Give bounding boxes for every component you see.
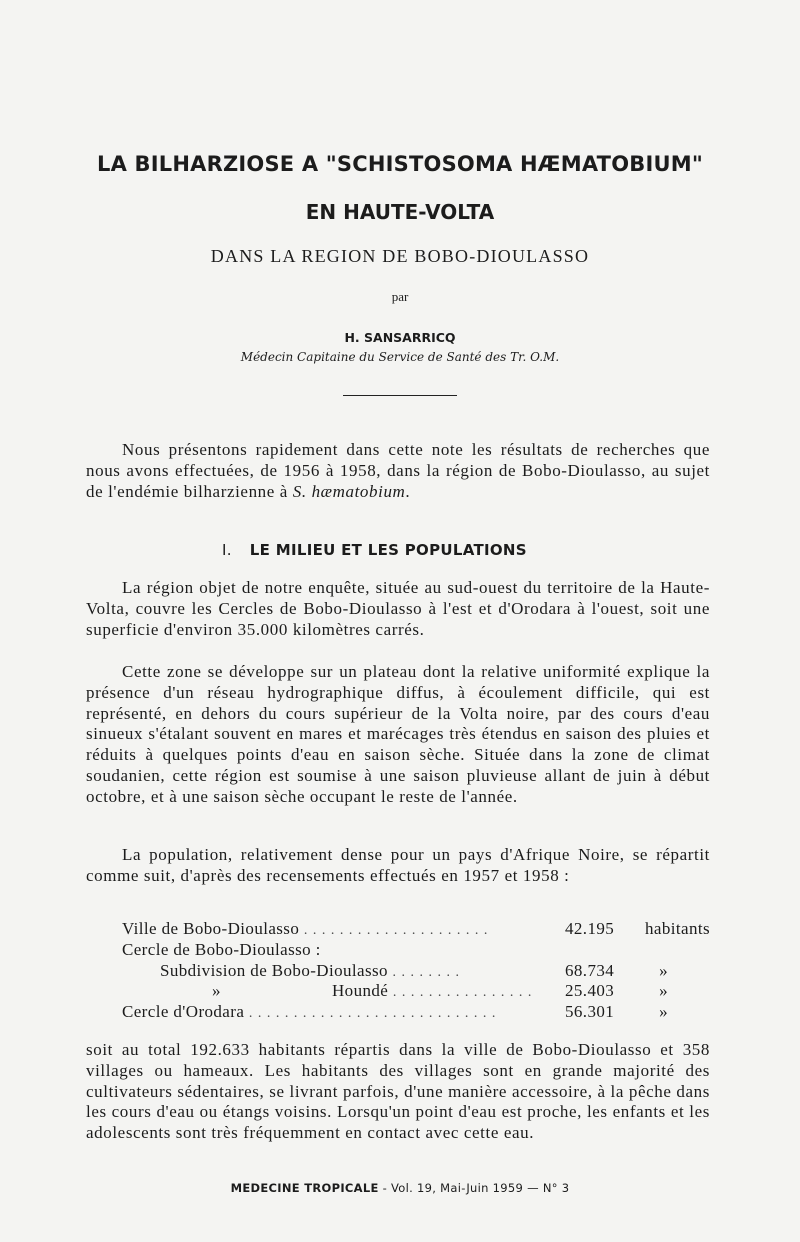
paragraph-total-text: soit au total 192.633 habitants répartis dans la ville de Bobo-Dioulasso et 358 villages ou hameaux. Les habitants des villages sont en grande majorité des cultivateurs sédentaires, se livrant parfois, d'une manière accessoire, à la pêche dans les cours d'eau ou étangs voisins. Lorsqu'un point d'eau est proche, les enfants et les adolescents sont très fréquemment en contact avec cette eau. [86, 1040, 710, 1143]
row-label: Houndé [332, 981, 389, 1001]
row-value: 25.403 [565, 981, 615, 1001]
row-unit: » [659, 1002, 668, 1022]
row-value: 42.195 [565, 919, 615, 938]
table-row [122, 1002, 710, 1023]
article-title-line-2: EN HAUTE-VOLTA [305, 200, 495, 224]
intro-text: Nous présentons rapidement dans cette note les résultats de recherches que nous avons effectuées, de 1956 à 1958, dans la région de Bobo-Dioulasso, au sujet de l'endémie bilharzienne à [86, 440, 710, 501]
row-value: 56.301 [565, 1002, 615, 1022]
row-unit: habitants [645, 919, 710, 938]
table-row [122, 919, 710, 940]
leader-dots: . . . . . . . . . . . . . . . . [392, 985, 533, 1001]
paragraph-region [86, 578, 710, 640]
row-value: 68.734 [565, 960, 615, 980]
paragraph-region-text: La région objet de notre enquête, située au sud-ouest du territoire de la Haute-Volta, couvre les Cercles de Bobo-Dioulasso à l'est et d'Orodara à l'ouest, soit une superficie d'environ 35.000 kilomètres carrés. [86, 578, 710, 639]
row-unit: » [659, 960, 668, 980]
section-number: I. [222, 541, 232, 559]
section-heading [222, 541, 527, 559]
paragraph-population [86, 845, 710, 887]
byline-par: par [391, 289, 409, 304]
article-title-line-1: LA BILHARZIOSE A "SCHISTOSOMA HÆMATOBIUM" [97, 152, 703, 176]
journal-footer [0, 1181, 800, 1195]
ditto-mark: » [212, 981, 221, 1001]
paragraph-climate [86, 662, 710, 808]
population-table [122, 919, 710, 1023]
species-name: S. hæmatobium [292, 481, 406, 501]
row-label: Ville de Bobo-Dioulasso [122, 919, 300, 938]
row-unit: » [659, 981, 668, 1001]
intro-paragraph [86, 440, 710, 502]
table-row [122, 961, 710, 982]
row-label: Subdivision de Bobo-Dioulasso [160, 960, 388, 980]
table-row [122, 940, 710, 961]
intro-end: . [405, 481, 411, 501]
leader-dots: . . . . . . . . [392, 964, 461, 980]
table-row [122, 981, 710, 1002]
separator-rule [343, 395, 457, 396]
paragraph-population-text: La population, relativement dense pour un pays d'Afrique Noire, se répartit comme suit, d'après des recensements effectués en 1957 et 1958 : [86, 845, 710, 885]
row-label: Cercle de Bobo-Dioulasso : [122, 939, 321, 959]
author-affiliation: Médecin Capitaine du Service de Santé des Tr. O.M. [240, 350, 560, 364]
leader-dots: . . . . . . . . . . . . . . . . . . . . . . . . . . . . [248, 1006, 497, 1022]
author-name: H. SANSARRICQ [344, 330, 456, 345]
article-subtitle: DANS LA REGION DE BOBO-DIOULASSO [210, 246, 590, 266]
journal-name: MEDECINE TROPICALE [230, 1181, 379, 1195]
row-label: Cercle d'Orodara [122, 1002, 245, 1022]
paragraph-total [86, 1040, 710, 1144]
leader-dots: . . . . . . . . . . . . . . . . . . . . . [303, 923, 489, 938]
journal-issue: - Vol. 19, Mai-Juin 1959 — N° 3 [378, 1181, 570, 1195]
section-title: LE MILIEU ET LES POPULATIONS [249, 541, 527, 559]
paragraph-climate-text: Cette zone se développe sur un plateau dont la relative uniformité explique la présence d'un réseau hydrographique diffus, à écoulement difficile, qui est représenté, en dehors du cours supérieur de la Volta noire, par des cours d'eau sinueux s'étalant souvent en mares et marécages très étendus en saison des pluies et réduits à quelques points d'eau en saison sèche. Située dans la zone de climat soudanien, cette région est soumise à une saison pluvieuse allant de juin à début octobre, et à une saison sèche occupant le reste de l'année. [86, 662, 710, 806]
